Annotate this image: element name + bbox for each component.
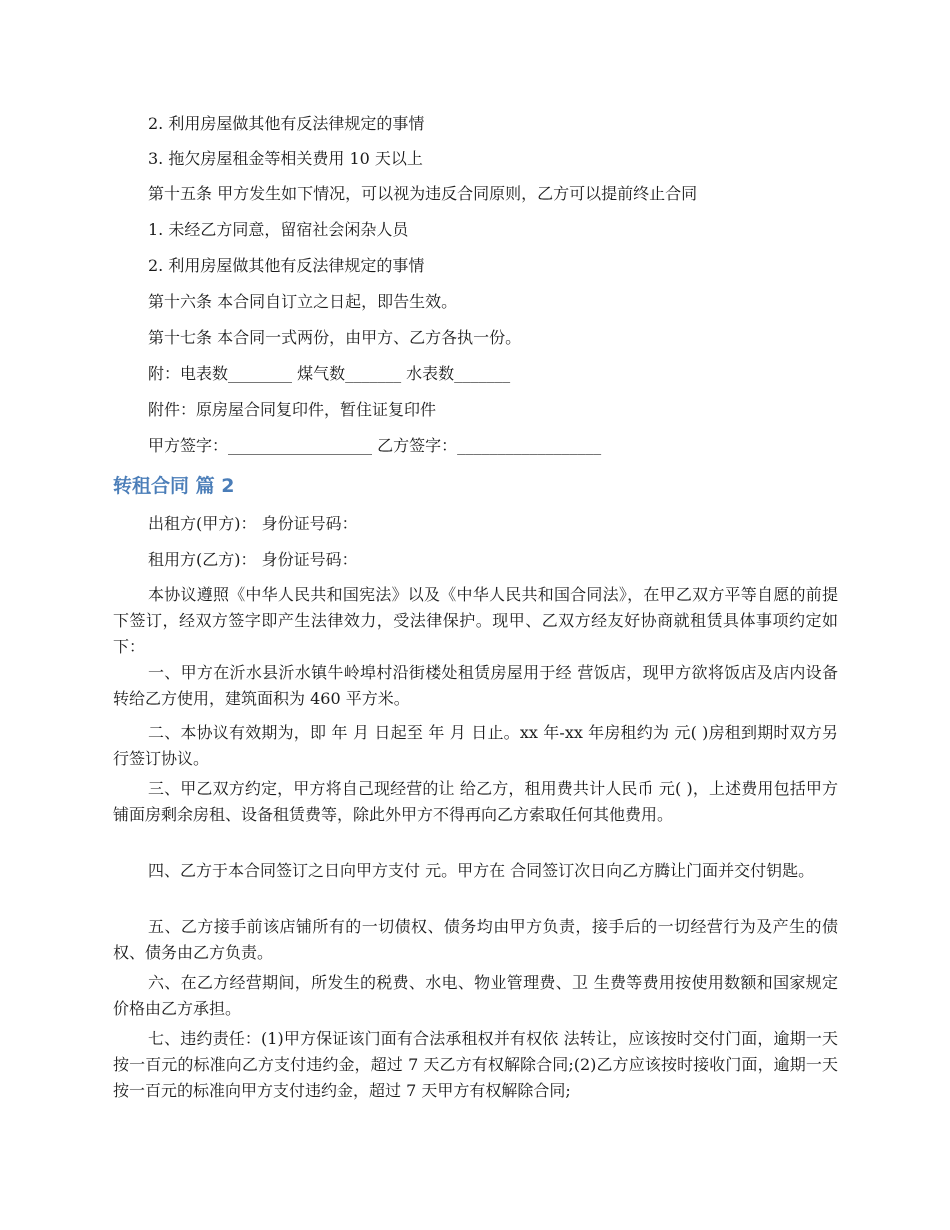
body-paragraph: 本协议遵照《中华人民共和国宪法》以及《中华人民共和国合同法》，在甲乙双方平等自愿的前提下签订，经双方签字即产生法律效力，受法律保护。现甲、乙双方经友好协商就租赁具体事项约定如下： <box>113 585 838 656</box>
body-paragraph: 一、甲方在沂水县沂水镇牛岭埠村沿街楼处租赁房屋用于经 营饭店，现甲方欲将饭店及店内设备转给乙方使用，建筑面积为 460 平方米。 <box>113 663 838 708</box>
meter-readings-line: 附：电表数________ 煤气数_______ 水表数_______ <box>148 364 511 383</box>
signature-line: 甲方签字：__________________ 乙方签字：__________________ <box>148 436 602 455</box>
attachments-line: 附件：原房屋合同复印件，暂住证复印件 <box>148 400 437 419</box>
clause-line: 第十六条 本合同自订立之日起，即告生效。 <box>148 292 458 311</box>
section-heading: 转租合同 篇 2 <box>113 475 235 497</box>
body-paragraph: 二、本协议有效期为，即 年 月 日起至 年 月 日止。xx 年-xx 年房租约为 元( )房租到期时双方另行签订协议。 <box>113 723 838 768</box>
body-paragraph: 四、乙方于本合同签订之日向甲方支付 元。甲方在 合同签订次日向乙方腾让门面并交付钥匙。 <box>148 861 815 880</box>
clause-line: 2. 利用房屋做其他有反法律规定的事情 <box>148 114 425 133</box>
lessee-line: 租用方(乙方)： 身份证号码： <box>148 550 358 569</box>
clause-line: 第十七条 本合同一式两份，由甲方、乙方各执一份。 <box>148 328 522 347</box>
clause-line: 3. 拖欠房屋租金等相关费用 10 天以上 <box>148 149 423 168</box>
clause-line: 2. 利用房屋做其他有反法律规定的事情 <box>148 256 425 275</box>
body-paragraph: 三、甲乙双方约定，甲方将自己现经营的让 给乙方，租用费共计人民币 元( )，上述费用包括甲方铺面房剩余房租、设备租赁费等，除此外甲方不得再向乙方索取任何其他费用。 <box>113 779 838 824</box>
body-paragraph: 七、违约责任：(1)甲方保证该门面有合法承租权并有权依 法转让，应该按时交付门面，逾期一天按一百元的标准向乙方支付违约金，超过 7 天乙方有权解除合同;(2)乙方应该按时接收门面，逾期一天按一百元的标准向甲方支付违约金，超过 7 天甲方有权解除合同; <box>113 1029 838 1100</box>
clause-line: 第十五条 甲方发生如下情况，可以视为违反合同原则，乙方可以提前终止合同 <box>148 184 698 203</box>
lessor-line: 出租方(甲方)： 身份证号码： <box>148 514 358 533</box>
body-paragraph: 五、乙方接手前该店铺所有的一切债权、债务均由甲方负责，接手后的一切经营行为及产生的债权、债务由乙方负责。 <box>113 917 838 962</box>
clause-line: 1. 未经乙方同意，留宿社会闲杂人员 <box>148 220 409 239</box>
body-paragraph: 六、在乙方经营期间，所发生的税费、水电、物业管理费、卫 生费等费用按使用数额和国家规定价格由乙方承担。 <box>113 973 838 1018</box>
